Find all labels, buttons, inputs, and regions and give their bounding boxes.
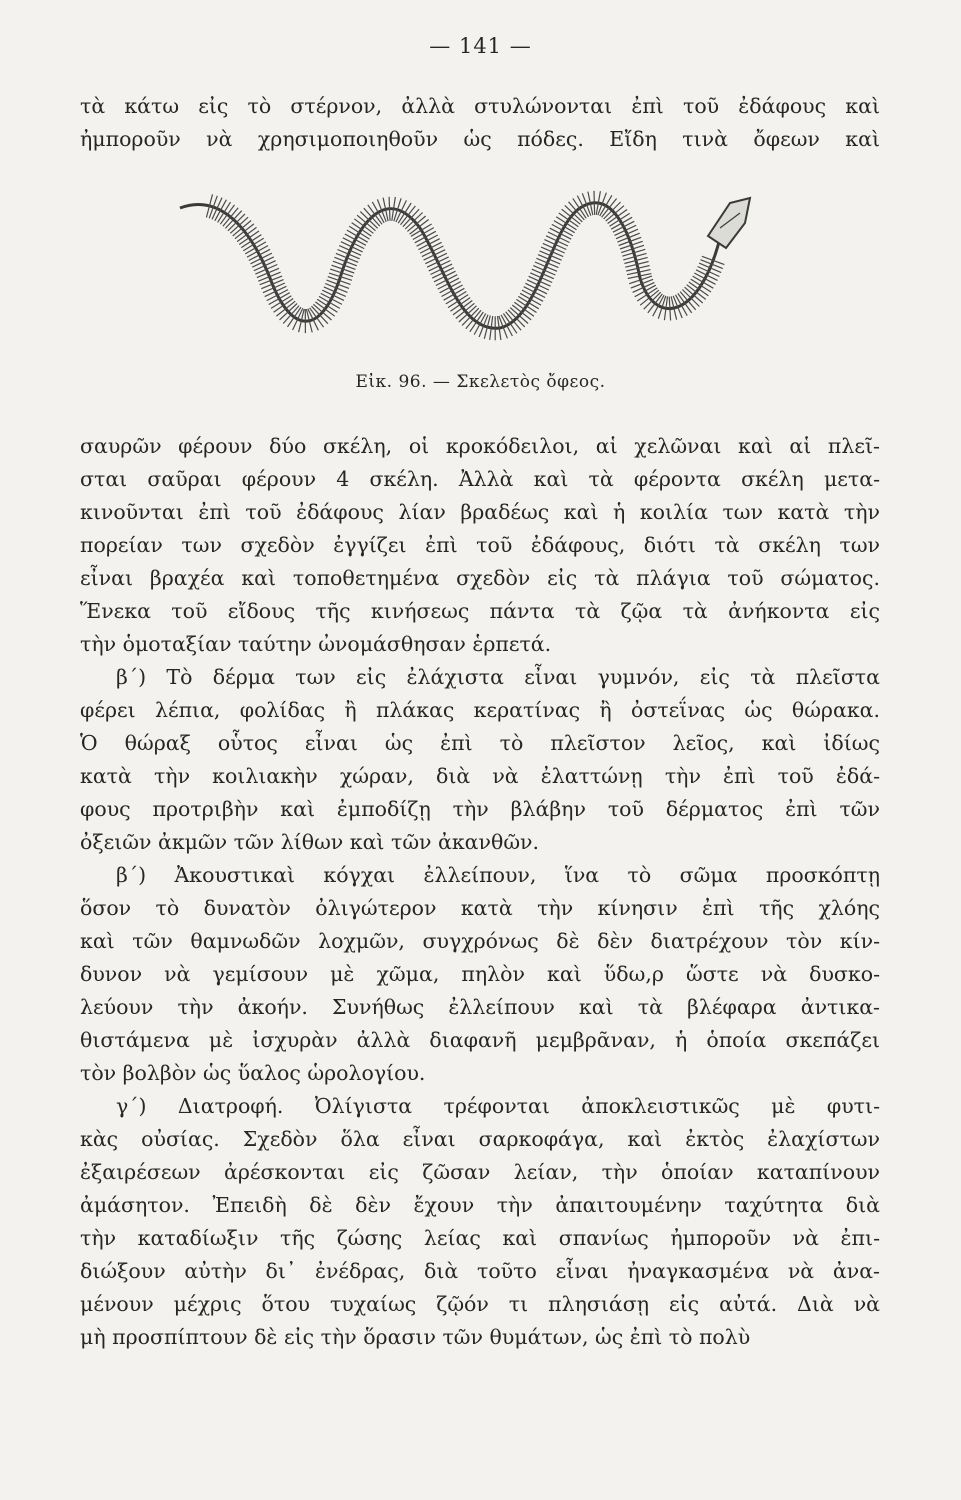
text-line: ὅσον τὸ δυνατὸν ὀλιγώτερον κατὰ τὴν κίνησιν ἐπὶ τῆς χλόης [80, 896, 880, 920]
main-text [80, 430, 880, 1354]
text-line: ἐξαιρέσεων ἀρέσκονται εἰς ζῶσαν λείαν, τὴν ὁποίαν καταπίνουν [80, 1160, 880, 1184]
text-line: λεύουν τὴν ἀκοήν. Συνήθως ἐλλείπουν καὶ τὰ βλέφαρα ἀντικα- [80, 995, 880, 1019]
text-line: τὴν καταδίωξιν τῆς ζώσης λείας καὶ σπανίως ἠμποροῦν νὰ ἐπι- [80, 1226, 880, 1250]
snake-skeleton-illustration [160, 168, 760, 368]
text-line: μένουν μέχρις ὅτου τυχαίως ζῷόν τι πλησιάσῃ εἰς αὐτά. Διὰ νὰ [80, 1292, 880, 1316]
text-line: τὴν ὁμοταξίαν ταύτην ὠνομάσθησαν ἑρπετά. [80, 632, 552, 656]
text-line: δυνον νὰ γεμίσουν μὲ χῶμα, πηλὸν καὶ ὕδω,ρ ὥστε νὰ δυσκο- [80, 962, 880, 986]
rib-line [432, 268, 454, 278]
rib-line [431, 264, 453, 274]
text-line: β΄) Ἀκουστικαὶ κόγχαι ἐλλείπουν, ἵνα τὸ σῶμα προσκόπτῃ [116, 863, 880, 887]
rib-line [427, 257, 449, 267]
rib-line [434, 271, 456, 282]
text-line: Ὁ θώραξ οὗτος εἶναι ὡς ἐπὶ τὸ πλεῖστον λεῖος, καὶ ἰδίως [80, 731, 880, 755]
figure-caption: Εἰκ. 96. — Σκελετὸς ὄφεος. [355, 372, 606, 392]
text-line: μὴ προσπίπτουν δὲ εἰς τὴν ὅρασιν τῶν θυμάτων, ὡς ἐπὶ τὸ πολὺ [80, 1325, 751, 1349]
rib-line [424, 250, 446, 260]
text-line: γ΄) Διατροφή. Ὀλίγιστα τρέφονται ἀποκλειστικῶς μὲ φυτι- [116, 1094, 880, 1118]
text-line: β΄) Τὸ δέρμα των εἰς ἐλάχιστα εἶναι γυμνόν, εἰς τὰ πλεῖστα [116, 665, 880, 689]
text-line: καὶ τῶν θαμνωδῶν λοχμῶν, συγχρόνως δὲ δὲν διατρέχουν τὸν κίν- [80, 929, 880, 953]
text-line: σαυρῶν φέρουν δύο σκέλη, οἱ κροκόδειλοι, αἱ χελῶναι καὶ αἱ πλεῖ- [80, 434, 880, 458]
ribs-group [206, 191, 724, 340]
text-line: ἀμάσητον. Ἐπειδὴ δὲ δὲν ἔχουν τὴν ἀπαιτουμένην ταχύτητα διὰ [80, 1193, 880, 1217]
text-line: ἠμποροῦν νὰ χρησιμοποιηθοῦν ὡς πόδες. Εἴδη τινὰ ὄφεων καὶ [80, 127, 880, 151]
text-line: εἶναι βραχέα καὶ τοποθετημένα σχεδὸν εἰς τὰ πλάγια τοῦ σώματος. [80, 566, 880, 590]
text-line: θιστάμενα μὲ ἰσχυρὰν ἀλλὰ διαφανῆ μεμβρᾶναν, ἡ ὁποία σκεπάζει [80, 1028, 880, 1052]
text-line: Ἕνεκα τοῦ εἴδους τῆς κινήσεως πάντα τὰ ζῷα τὰ ἀνήκοντα εἰς [80, 599, 880, 623]
rib-line [429, 261, 451, 271]
rib-line [425, 253, 447, 263]
text-line: πορείαν των σχεδὸν ἐγγίζει ἐπὶ τοῦ ἐδάφους, διότι τὰ σκέλη των [80, 533, 880, 557]
rib-line [669, 297, 670, 321]
text-line: κὰς οὐσίας. Σχεδὸν ὅλα εἶναι σαρκοφάγα, καὶ ἐκτὸς ἐλαχίστων [80, 1127, 880, 1151]
rib-line [594, 191, 595, 215]
text-line: ὀξειῶν ἀκμῶν τῶν λίθων καὶ τῶν ἀκανθῶν. [80, 830, 540, 854]
rib-line [389, 197, 390, 221]
top-paragraph [80, 90, 880, 156]
text-line: κινοῦνται ἐπὶ τοῦ ἐδάφους λίαν βραδέως καὶ ἡ κοιλία των κατὰ τὴν [80, 500, 880, 524]
text-line: τὰ κάτω εἰς τὸ στέρνον, ἀλλὰ στυλώνονται ἐπὶ τοῦ ἐδάφους καὶ [80, 94, 880, 118]
text-line: φους προτριβὴν καὶ ἐμποδίζῃ τὴν βλάβην τοῦ δέρματος ἐπὶ τῶν [80, 797, 880, 821]
rib-line [252, 257, 274, 267]
text-line: διώξουν αὐτὴν δι᾽ ἐνέδρας, διὰ τοῦτο εἶναι ἠναγκασμένα νὰ ἀνα- [80, 1259, 880, 1283]
text-line: σται σαῦραι φέρουν 4 σκέλη. Ἀλλὰ καὶ τὰ φέροντα σκέλη μετα- [80, 467, 880, 491]
rib-line [422, 246, 444, 257]
text-line: κατὰ τὴν κοιλιακὴν χώραν, διὰ νὰ ἐλαττώνῃ τὴν ἐπὶ τοῦ ἐδά- [80, 764, 880, 788]
page-number: — 141 — [429, 34, 532, 58]
skull-shape [708, 198, 750, 248]
text-line: φέρει λέπια, φολίδας ἢ πλάκας κερατίνας ἢ ὀστεΐνας ὡς θώρακα. [80, 698, 880, 722]
text-line: τὸν βολβὸν ὡς ὕαλος ὡρολογίου. [80, 1061, 426, 1085]
